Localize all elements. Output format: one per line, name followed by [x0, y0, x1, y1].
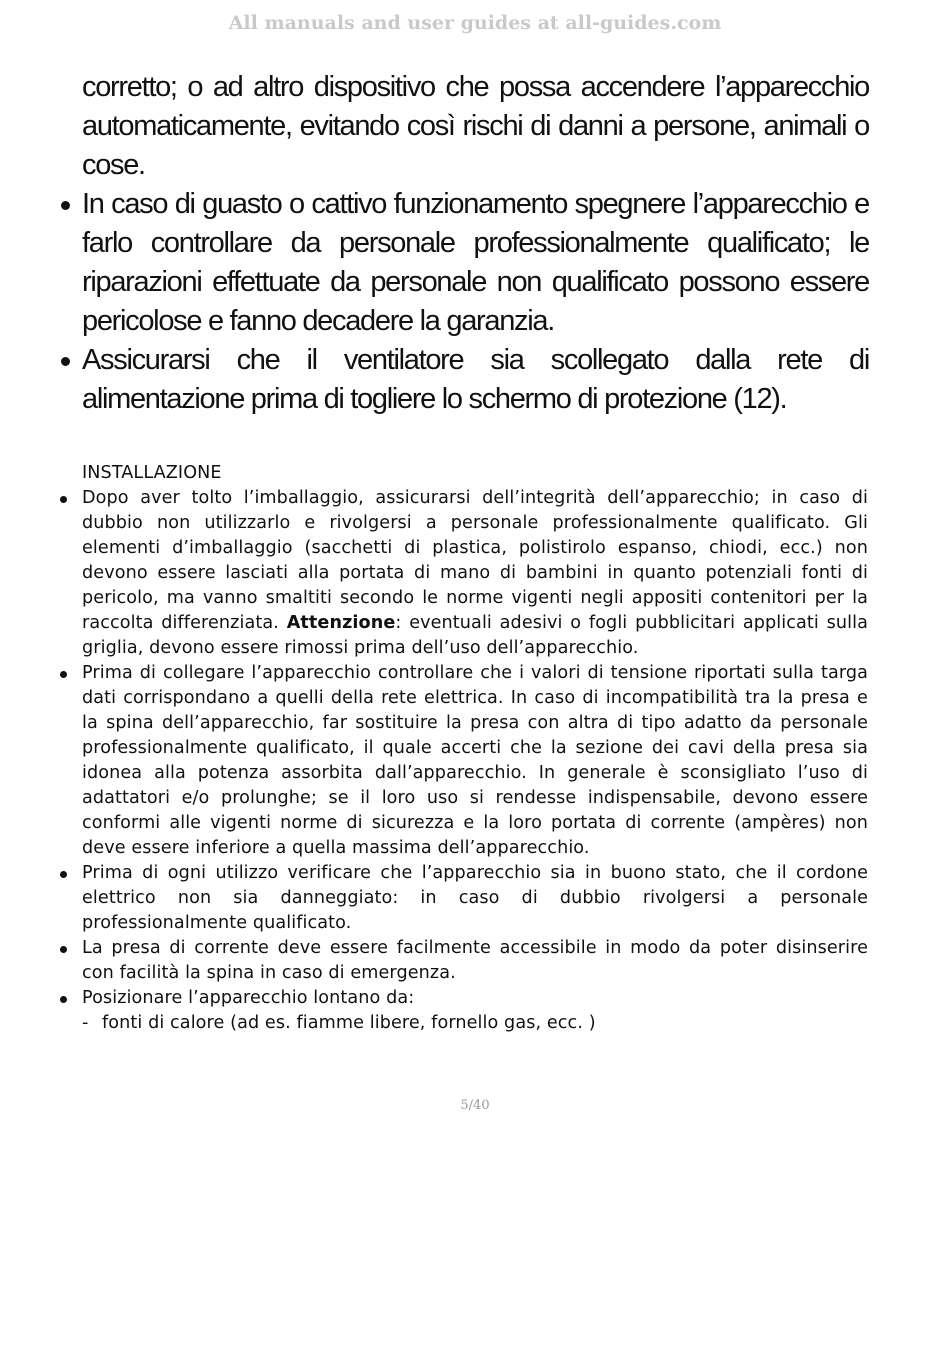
position-text: Posizionare l’apparecchio lontano da:	[82, 988, 415, 1008]
warning-item-malfunction: In caso di guasto o cattivo funzionamento spegnere l’apparecchio e farlo controllare da personale professionalmente qualificato; le riparazioni effettuate da personale non qualificato possono essere pericolose e fanno decadere la garanzia.	[82, 185, 869, 341]
page-number: 5/40	[460, 1098, 490, 1113]
watermark: All manuals and user guides at all-guides.com	[228, 12, 722, 34]
warnings-list	[82, 185, 869, 419]
installazione-section	[82, 461, 868, 1036]
sub-item-heat-sources: - fonti di calore (ad es. fiamme libere, fornello gas, ecc. )	[82, 1011, 868, 1036]
list-item-position	[82, 986, 868, 1036]
list-item-voltage: Prima di collegare l’apparecchio controllare che i valori di tensione riportati sulla targa dati corrispondano a quelli della rete elettrica. In caso di incompatibilità tra la presa e la spina dell’apparecchio, far sostituire la presa con altra di tipo adatto da personale professionalmente qualificato, il quale accerti che la sezione dei cavi della presa sia idonea alla potenza assorbita dall’apparecchio. In generale è sconsigliato l’uso di adattatori e/o prolunghe; se il loro uso si rendesse indispensabile, devono essere conformi alle vigenti norme di sicurezza e la loro portata di corrente (ampères) non deve essere inferiore a quella massima dell’apparecchio.	[82, 661, 868, 861]
unpacking-text: Dopo aver tolto l’imballaggio, assicurarsi dell’integrità dell’apparecchio; in caso di dubbio non utilizzarlo e rivolgersi a personale professionalmente qualificato. Gli elementi d’imballaggio (sacchetti di plastica, polistirolo espanso, chiodi, ecc.) non devono essere lasciati alla portata di mano di bambini in quanto potenziali fonti di pericolo, ma vanno smaltiti secondo le norme vigenti negli appositi contenitori per la raccolta differenziata.	[82, 488, 868, 633]
position-sublist	[82, 1011, 868, 1036]
attention-text: : eventuali adesivi o fogli pubblicitari applicati sulla griglia, devono essere rimossi prima dell’uso dell’apparecchio.	[82, 613, 868, 658]
section-heading: INSTALLAZIONE	[82, 463, 222, 483]
attention-label: Attenzione	[286, 613, 396, 633]
list-item-unpacking	[82, 486, 868, 661]
warning-item-disconnect: Assicurarsi che il ventilatore sia scollegato dalla rete di alimentazione prima di togliere lo schermo di protezione (12).	[82, 341, 869, 419]
warnings-block	[82, 68, 869, 419]
list-item-check: Prima di ogni utilizzo verificare che l’apparecchio sia in buono stato, che il cordone elettrico non sia danneggiato: in caso di dubbio rivolgersi a personale professionalmente qualificato.	[82, 861, 868, 936]
warning-continuation: corretto; o ad altro dispositivo che possa accendere l’apparecchio automaticamente, evitando così rischi di danni a persone, animali o cose.	[82, 71, 869, 181]
installazione-list	[82, 486, 868, 1036]
list-item-socket: La presa di corrente deve essere facilmente accessibile in modo da poter disinserire con facilità la spina in caso di emergenza.	[82, 936, 868, 986]
